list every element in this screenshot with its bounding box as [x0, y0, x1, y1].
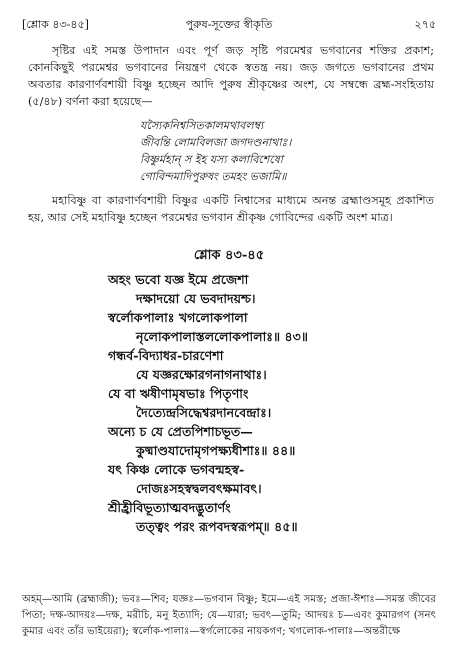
- verse-line: যে যজ্ঞরক্ষোরগনাগনাথাঃ।: [136, 367, 267, 382]
- purport-paragraph-2: [28, 192, 434, 226]
- quote-line: বিষ্ণুর্মহান্ স ইহ যস্য কলাবিশেষো: [140, 153, 283, 166]
- quote-line: যস্যৈকনিশ্বসিতকালমথাবলম্ব্য: [140, 119, 264, 132]
- verse-line: অন্যে চ যে প্রেতপিশাচভূত—: [108, 424, 253, 439]
- verse-line: কুষ্মাণ্ডযাদোমৃগপক্ষ্যধীশাঃ॥ ৪৪॥: [136, 443, 296, 458]
- paragraph-text: মহাবিষ্ণু বা কারণার্ণবশায়ী বিষ্ণুর একটি নিশ্বাসের মাধ্যমে অনন্ত ব্রহ্মাণ্ডসমূহ প্রকাশিত হয়, আর সেই মহাবিষ্ণু হচ্ছেন পরমেশ্বর ভগবান শ্রীকৃষ্ণ গোবিন্দের একটি অংশ মাত্র।: [28, 194, 434, 224]
- verse-line: শ্রীহ্রীবিভূত্যাত্মবদদ্ভুতার্ণং: [108, 500, 231, 515]
- quote-line: গোবিন্দমাদিপুরুষং তমহং ভজামি॥: [140, 170, 287, 183]
- sloka-heading: শ্লোক ৪৩-৪৫: [193, 248, 265, 263]
- header-page-number: ২৭৫: [414, 18, 436, 31]
- quote-line: জীবন্তি লোমবিলজা জগদণ্ডনাথাঃ।: [140, 136, 292, 149]
- verse-line: অহং ভবো যজ্ঞ ইমে প্রজেশা: [108, 272, 249, 287]
- paragraph-text: সৃষ্টির এই সমস্ত উপাদান এবং পূর্ণ জড় সৃষ্টি পরমেশ্বর ভগবানের শক্তির প্রকাশ; কোনকিছুই পরমেশ্বর ভগবানের নিয়ন্ত্রণ থেকে স্বতন্ত্র নয়। জড় জগতে ভগবানের প্রথম অবতার কারণার্ণবশায়ী বিষ্ণু হচ্ছেন আদি পুরুষ শ্রীকৃষ্ণের অংশ, যে সম্বন্ধে ব্রহ্ম-সংহিতায় (৫/৪৮) বর্ণনা করা হয়েছে—: [28, 44, 434, 108]
- brahma-samhita-quote: [140, 117, 434, 185]
- verse-line: দৈত্যেন্দ্রসিদ্ধেশ্বরদানবেন্দ্রাঃ।: [136, 405, 272, 420]
- verse-line: যে বা ঋষীণামৃষভাঃ পিতৃণাং: [108, 386, 249, 401]
- verse-line: দক্ষাদয়ো যে ভবদাদয়শ্চ।: [136, 291, 256, 306]
- header-chapter-title: পুরুষ-সূক্তের স্বীকৃতি: [185, 18, 273, 31]
- purport-paragraph-1: [28, 42, 434, 110]
- sloka-verse: [108, 270, 434, 536]
- verse-line: স্বর্লোকপালাঃ খগলোকপালা: [108, 310, 248, 325]
- verse-line: গন্ধর্ব-বিদ্যাধর-চারণেশা: [108, 348, 224, 363]
- verse-line: নৃলোকপালাস্তললোকপালাঃ॥ ৪৩॥: [136, 329, 308, 344]
- verse-line: দোজঃসহস্বদ্বলবৎক্ষমাবৎ।: [136, 481, 262, 496]
- word-synonyms: অহম্—আমি (ব্রহ্মাজী); ভবঃ—শিব; যজ্ঞঃ—ভগবান বিষ্ণু; ইমে—এই সমস্ত; প্রজা-ঈশাঃ—সমস্ত জীবের পিতা; দক্ষ-আদয়ঃ—দক্ষ, মরীচি, মনু ইত্যাদি; যে—যারা; ভবৎ—তুমি; আদয়ঃ চ—এবং কুমারগণ (সনৎ কুমার এবং তাঁর ভাইয়েরা); স্বর্লোক-পালাঃ—স্বর্গলোকের নায়কগণ; খগলোক-পালাঃ—অন্তরীক্ষে: [22, 594, 436, 637]
- verse-line: যৎ কিঞ্চ লোকে ভগবন্মহস্ব-: [108, 462, 245, 477]
- page-header: [22, 16, 436, 34]
- verse-line: তত্ত্বং পরং রূপবদস্বরূপম্॥ ৪৫॥: [136, 519, 298, 534]
- header-verse-range: [শ্লোক ৪৩-৪৫]: [22, 18, 89, 31]
